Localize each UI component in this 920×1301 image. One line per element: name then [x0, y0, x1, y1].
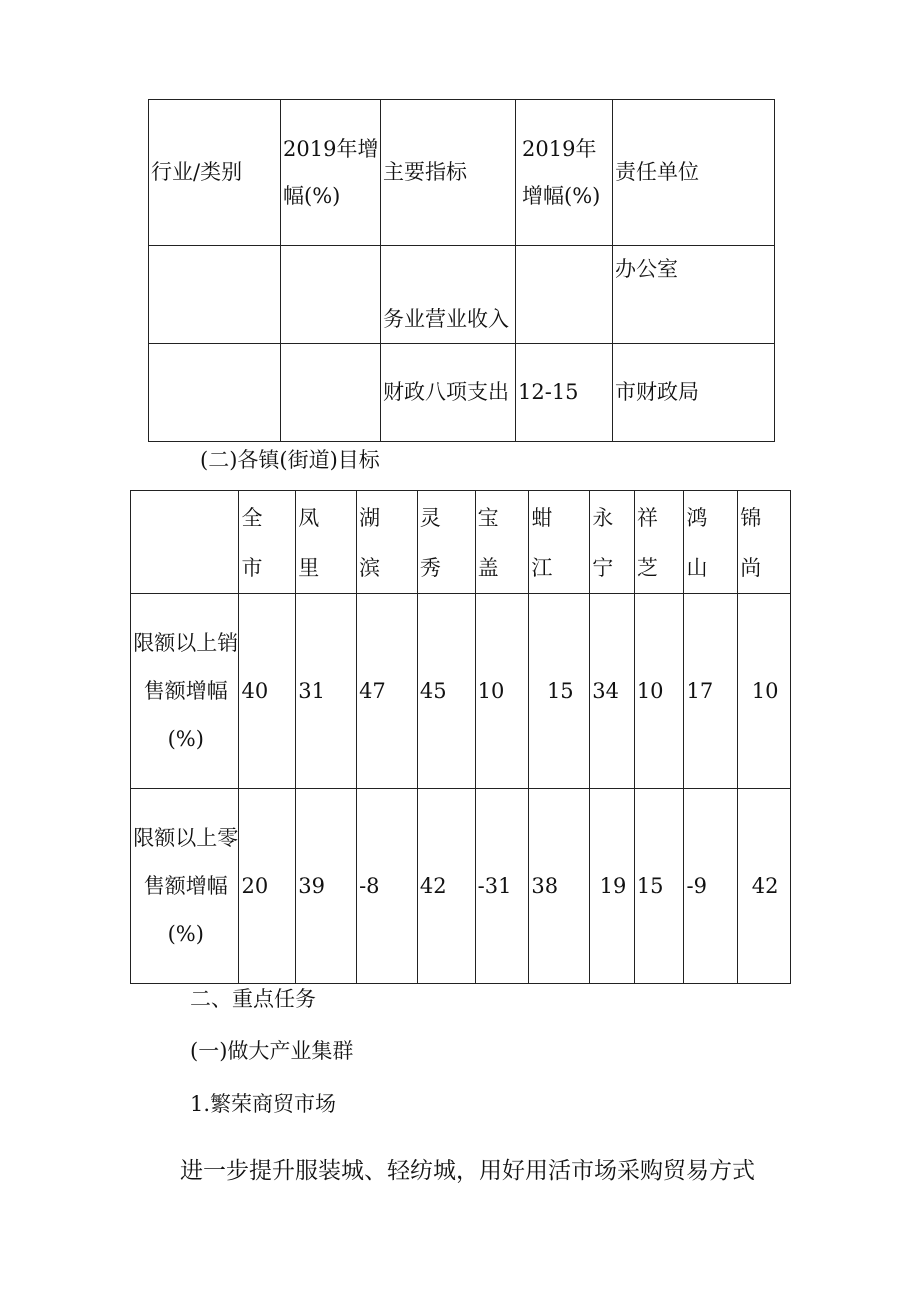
table-cell: 19 — [590, 789, 635, 984]
column-header-label: 锦尚 — [740, 506, 762, 580]
table-cell: -8 — [357, 789, 418, 984]
table-cell: 市财政局 — [613, 344, 775, 442]
column-header — [357, 491, 418, 594]
corner-cell — [131, 491, 239, 594]
table-cell — [281, 246, 381, 344]
column-header-label: 鸿山 — [686, 506, 708, 580]
column-header — [529, 491, 590, 594]
table-cell: 38 — [529, 789, 590, 984]
table-cell: 34 — [590, 594, 635, 789]
row-label: 限额以上销售额增幅(%) — [131, 594, 239, 789]
column-header-label: 祥芝 — [636, 506, 658, 580]
header-cell: 主要指标 — [381, 100, 516, 246]
table-cell: 10 — [634, 594, 684, 789]
heading-industry-cluster: (一)做大产业集群 — [190, 1039, 354, 1063]
table-header-row — [149, 100, 775, 246]
heading-key-tasks: 二、重点任务 — [190, 987, 316, 1011]
column-header — [475, 491, 529, 594]
column-header-label: 湖滨 — [359, 506, 381, 580]
column-header — [417, 491, 475, 594]
table-cell: -31 — [475, 789, 529, 984]
column-header-label: 永宁 — [592, 506, 614, 580]
table-row — [131, 594, 791, 789]
heading-commerce-market: 1.繁荣商贸市场 — [190, 1092, 337, 1116]
column-header — [738, 491, 791, 594]
table-cell — [149, 246, 281, 344]
table-cell — [281, 344, 381, 442]
table-cell: 务业营业收入 — [381, 246, 516, 344]
table-cell: 40 — [239, 594, 296, 789]
table-row — [149, 246, 775, 344]
column-header — [590, 491, 635, 594]
responsibility-table — [148, 99, 775, 442]
table-cell: 42 — [738, 789, 791, 984]
table-cell: -9 — [684, 789, 738, 984]
column-header-label: 宝盖 — [477, 506, 499, 580]
header-cell: 责任单位 — [613, 100, 775, 246]
table-cell: 17 — [684, 594, 738, 789]
header-cell: 2019年增幅(%) — [516, 100, 613, 246]
column-header-label: 全市 — [241, 506, 263, 580]
table-cell: 10 — [738, 594, 791, 789]
table-cell: 39 — [296, 789, 357, 984]
table-cell: 45 — [417, 594, 475, 789]
town-targets-table — [130, 490, 791, 984]
table-cell: 20 — [239, 789, 296, 984]
header-cell: 2019年增幅(%) — [281, 100, 381, 246]
table-cell: 15 — [529, 594, 590, 789]
table-cell: 31 — [296, 594, 357, 789]
table-row — [131, 789, 791, 984]
header-cell: 行业/类别 — [149, 100, 281, 246]
table-cell: 47 — [357, 594, 418, 789]
table-cell — [149, 344, 281, 442]
column-header-label: 凤里 — [298, 506, 320, 580]
body-paragraph: 进一步提升服装城、轻纺城，用好用活市场采购贸易方式 — [180, 1158, 755, 1184]
table-cell: 12-15 — [516, 344, 613, 442]
table-cell: 财政八项支出 — [381, 344, 516, 442]
table-cell: 办公室 — [613, 246, 775, 344]
column-header — [634, 491, 684, 594]
table-cell: 42 — [417, 789, 475, 984]
table-cell: 15 — [634, 789, 684, 984]
row-label: 限额以上零售额增幅(%) — [131, 789, 239, 984]
column-header — [296, 491, 357, 594]
column-header — [239, 491, 296, 594]
table-row — [149, 344, 775, 442]
table-cell: 10 — [475, 594, 529, 789]
column-header — [684, 491, 738, 594]
table-cell — [516, 246, 613, 344]
column-header-label: 灵秀 — [419, 506, 441, 580]
column-header-label: 蚶江 — [531, 506, 553, 580]
table-header-row — [131, 491, 791, 594]
section-heading-towns: (二)各镇(街道)目标 — [200, 448, 380, 472]
